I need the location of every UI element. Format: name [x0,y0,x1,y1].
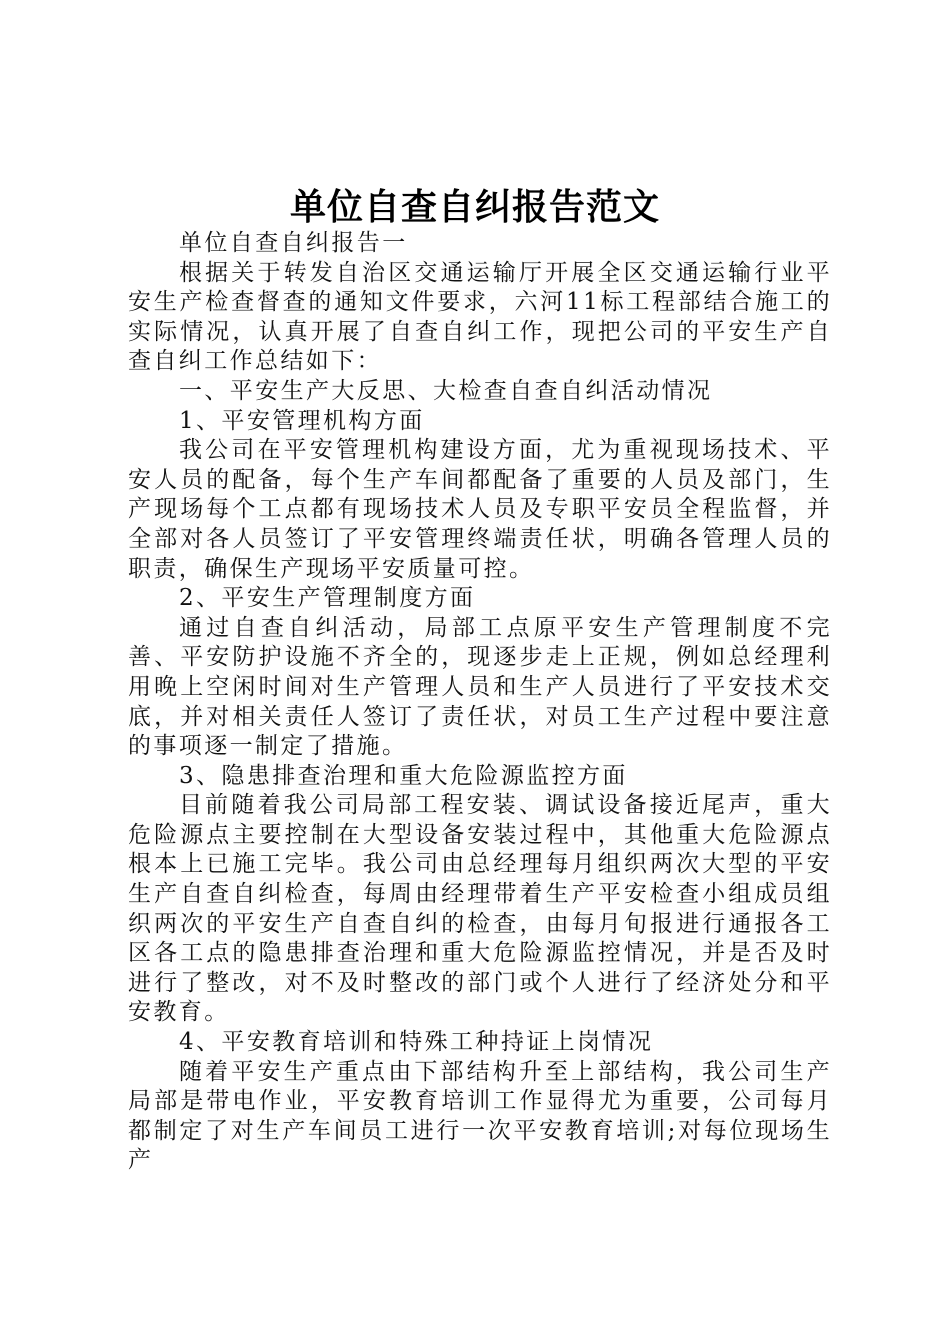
body-paragraph: 随着平安生产重点由下部结构升至上部结构，我公司生产局部是带电作业，平安教育培训工作显得尤为重要，公司每月都制定了对生产车间员工进行一次平安教育培训;对每位现场生产 [128,1058,832,1174]
section-heading: 一、平安生产大反思、大检查自查自纠活动情况 [179,377,713,404]
body-paragraph: 我公司在平安管理机构建设方面，尤为重视现场技术、平安人员的配备，每个生产车间都配备了重要的人员及部门，生产现场每个工点都有现场技术人员及专职平安员全程监督，并全部对各人员签订了平安管理终端责任状，明确各管理人员的职责，确保生产现场平安质量可控。 [128,437,832,582]
document-body [128,229,832,1176]
subtitle-paragraph: 单位自查自纠报告一 [179,230,408,256]
body-paragraph: 通过自查自纠活动，局部工点原平安生产管理制度不完善、平安防护设施不齐全的，现逐步走上正规，例如总经理利用晚上空闲时间对生产管理人员和生产人员进行了平安技术交底，并对相关责任人签订了责任状，对员工生产过程中要注意的事项逐一制定了措施。 [128,614,832,760]
document-title: 单位自查自纠报告范文 [289,187,660,228]
subsection-heading: 2、平安生产管理制度方面 [179,585,476,612]
intro-paragraph: 根据关于转发自治区交通运输厅开展全区交通运输行业平安生产检查督查的通知文件要求，六河11标工程部结合施工的实际情况，认真开展了自查自纠工作，现把公司的平安生产自查自纠工作总结如下： [128,259,832,375]
subsection-heading: 4、平安教育培训和特殊工种持证上岗情况 [179,1029,654,1056]
subsection-heading: 3、隐患排查治理和重大危险源监控方面 [179,762,628,789]
body-paragraph: 目前随着我公司局部工程安装、调试设备接近尾声，重大危险源点主要控制在大型设备安装过程中，其他重大危险源点根本上已施工完毕。我公司由总经理每月组织两次大型的平安生产自查自纠检查，每周由经理带着生产平安检查小组成员组织两次的平安生产自查自纠的检查，由每月旬报进行通报各工区各工点的隐患排查治理和重大危险源监控情况，并是否及时进行了整改，对不及时整改的部门或个人进行了经济处分和平安教育。 [128,792,832,1026]
subsection-heading: 1、平安管理机构方面 [179,407,425,434]
